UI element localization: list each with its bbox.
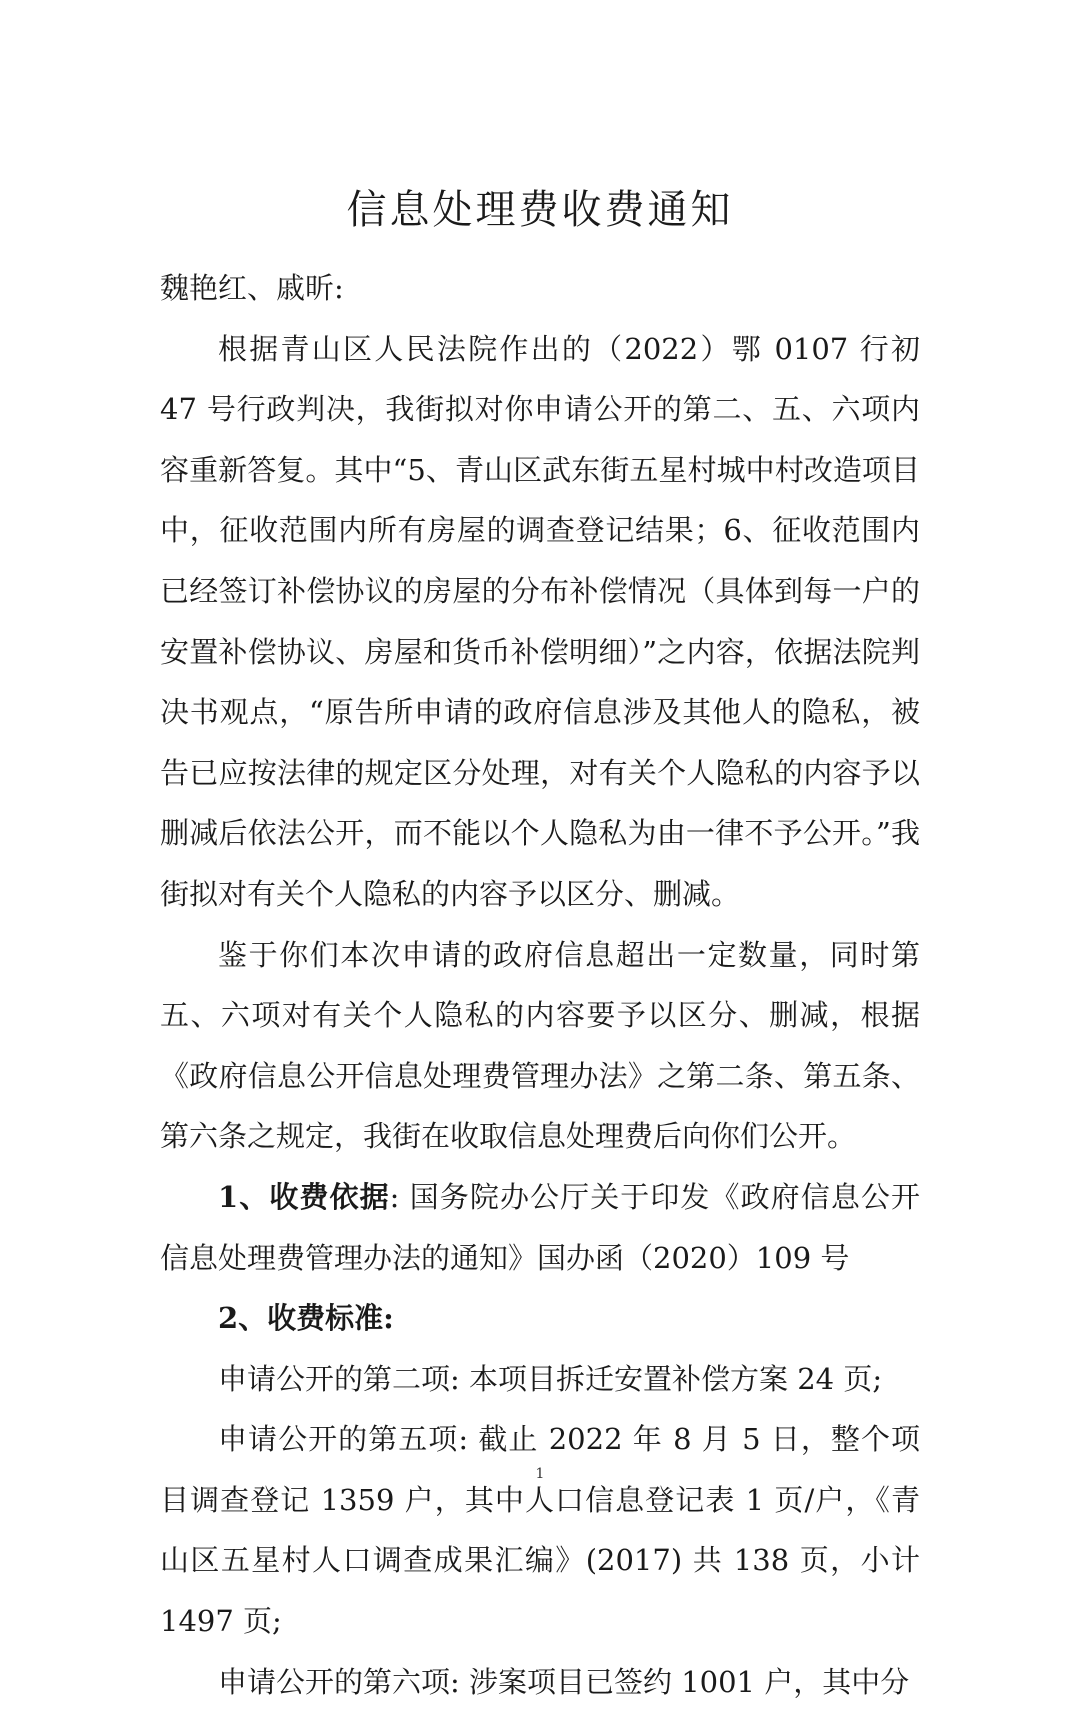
document-title: 信息处理费收费通知 [346, 187, 734, 233]
paragraph-judgment: 根据青山区人民法院作出的（2022）鄂 0107 行初 47 号行政判决，我街拟对你申请公开的第二、五、六项内容重新答复。其中“5、青山区武东街五星村城中村改造项目中，征收范围内所有房屋的调查登记结果；6、征收范围内已经签订补偿协议的房屋的分布补偿情况（具体到每一户的安置补偿协议、房屋和货币补偿明细）”之内容，依据法院判决书观点，“原告所申请的政府信息涉及其他人的隐私，被告已应按法律的规定区分处理，对有关个人隐私的内容予以删减后依法公开，而不能以个人隐私为由一律不予公开。”我街拟对有关个人隐私的内容予以区分、删减。 [160, 331, 920, 911]
fee-basis-text: : 国务院办公厅关于印发《政府信息公开信息处理费管理办法的通知》国办函（2020）109 号 [160, 1179, 920, 1275]
fee-line-item-2: 申请公开的第二项: 本项目拆迁安置补偿方案 24 页; [218, 1361, 883, 1396]
fee-line-item-5: 申请公开的第五项: 截止 2022 年 8 月 5 日，整个项目调查登记 1359 户，其中人口信息登记表 1 页/户，《青山区五星村人口调查成果汇编》(2017) 共 138 页，小计 1497 页; [160, 1422, 920, 1639]
fee-basis-label: 1、收费依据 [218, 1179, 390, 1214]
paragraph-fee-reason: 鉴于你们本次申请的政府信息超出一定数量，同时第五、六项对有关个人隐私的内容要予以区分、删减，根据《政府信息公开信息处理费管理办法》之第二条、第五条、第六条之规定，我街在收取信息处理费后向你们公开。 [160, 937, 920, 1154]
page-number: 1 [535, 1466, 545, 1482]
document-body [160, 258, 920, 1712]
fee-basis-item [160, 1167, 920, 1288]
salutation: 魏艳红、戚昕: [160, 271, 344, 305]
fee-line-item-6: 申请公开的第六项: 涉案项目已签约 1001 户，其中分 [218, 1664, 910, 1699]
fee-standard-label: 2、收费标准: [218, 1301, 394, 1336]
